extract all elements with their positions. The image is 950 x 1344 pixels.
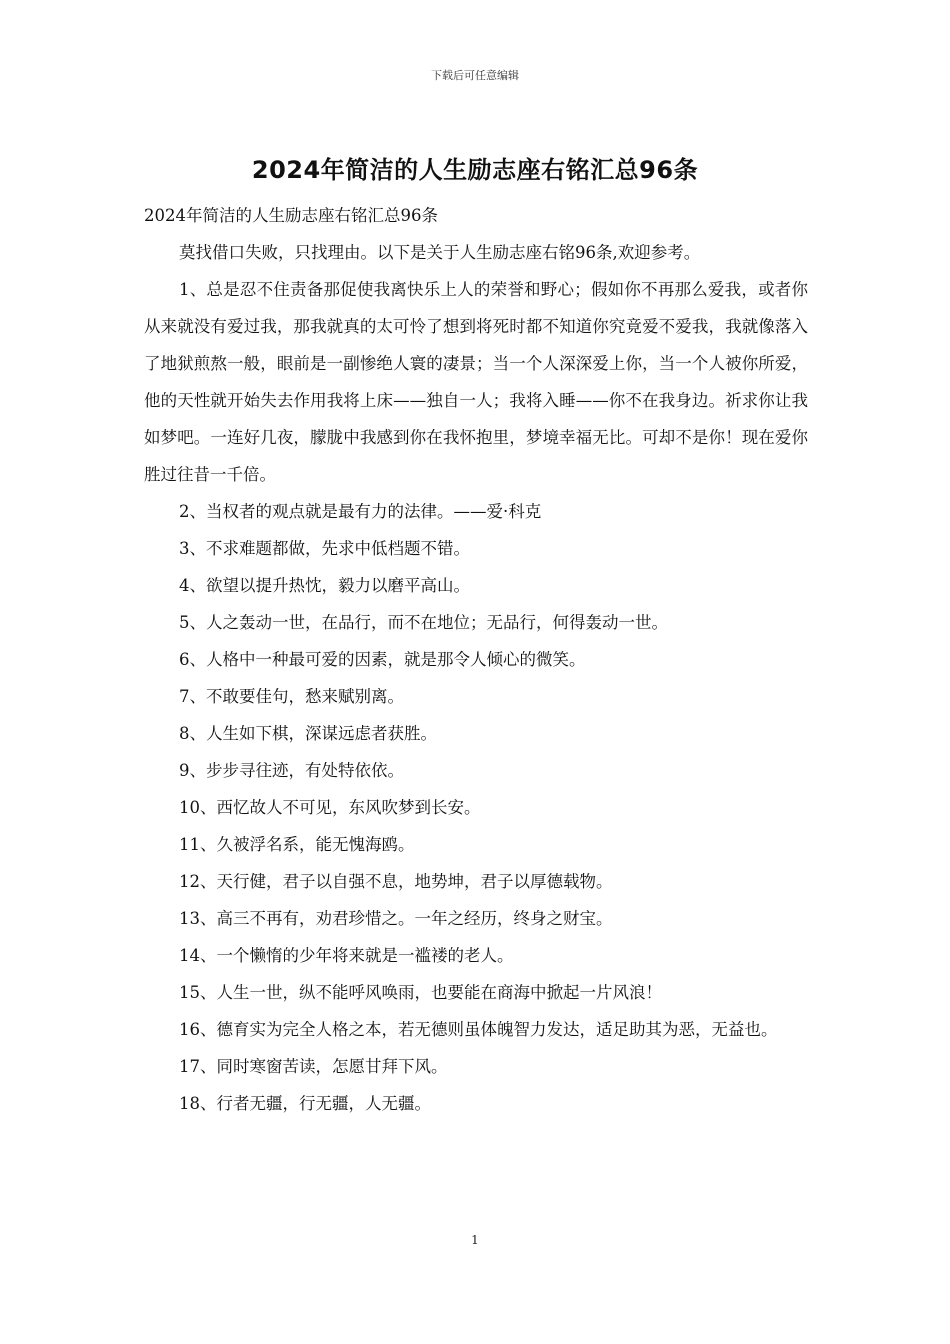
intro-paragraph: 莫找借口失败，只找理由。以下是关于人生励志座右铭96条,欢迎参考。 xyxy=(179,243,701,262)
motto-item-15: 15、人生一世，纵不能呼风唤雨，也要能在商海中掀起一片风浪！ xyxy=(179,983,662,1002)
motto-item-9: 9、步步寻往迹，有处特依依。 xyxy=(179,761,404,780)
motto-item-5: 5、人之轰动一世，在品行，而不在地位；无品行，何得轰动一世。 xyxy=(179,613,668,632)
motto-item-12: 12、天行健，君子以自强不息，地势坤，君子以厚德载物。 xyxy=(179,872,613,891)
motto-item-13: 13、高三不再有，劝君珍惜之。一年之经历，终身之财宝。 xyxy=(179,909,613,928)
motto-item-3: 3、不求难题都做，先求中低档题不错。 xyxy=(179,539,470,558)
page-header-note: 下载后可任意编辑 xyxy=(431,69,519,82)
motto-item-4: 4、欲望以提升热忱，毅力以磨平高山。 xyxy=(179,576,470,595)
motto-item-7: 7、不敢要佳句，愁来赋别离。 xyxy=(179,687,404,706)
document-subtitle: 2024年简洁的人生励志座右铭汇总96条 xyxy=(144,206,438,225)
motto-item-8: 8、人生如下棋，深谋远虑者获胜。 xyxy=(179,724,437,743)
motto-item-2: 2、当权者的观点就是最有力的法律。——爱·科克 xyxy=(179,502,542,521)
document-body xyxy=(144,197,808,1122)
motto-item-17: 17、同时寒窗苦读，怎愿甘拜下风。 xyxy=(179,1057,448,1076)
motto-item-11: 11、久被浮名系，能无愧海鸥。 xyxy=(179,835,415,854)
motto-item-18: 18、行者无疆，行无疆，人无疆。 xyxy=(179,1094,431,1113)
motto-item-1: 1、总是忍不住责备那促使我离快乐上人的荣誉和野心；假如你不再那么爱我，或者你从来就没有爱过我，那我就真的太可怜了想到将死时都不知道你究竟爱不爱我，我就像落入了地狱煎熬一般，眼前是一副惨绝人寰的凄景；当一个人深深爱上你，当一个人被你所爱，他的天性就开始失去作用我将上床——独自一人；我将入睡——你不在我身边。祈求你让我如梦吧。一连好几夜，朦胧中我感到你在我怀抱里，梦境幸福无比。可却不是你！现在爱你胜过往昔一千倍。 xyxy=(144,280,808,484)
motto-item-6: 6、人格中一种最可爱的因素，就是那令人倾心的微笑。 xyxy=(179,650,586,669)
page-number: 1 xyxy=(471,1233,479,1247)
motto-item-10: 10、西忆故人不可见，东风吹梦到长安。 xyxy=(179,798,481,817)
document-title: 2024年简洁的人生励志座右铭汇总96条 xyxy=(251,156,699,184)
motto-item-14: 14、一个懒惰的少年将来就是一褴褛的老人。 xyxy=(179,946,514,965)
motto-item-16: 16、德育实为完全人格之本，若无德则虽体魄智力发达，适足助其为恶，无益也。 xyxy=(179,1020,778,1039)
